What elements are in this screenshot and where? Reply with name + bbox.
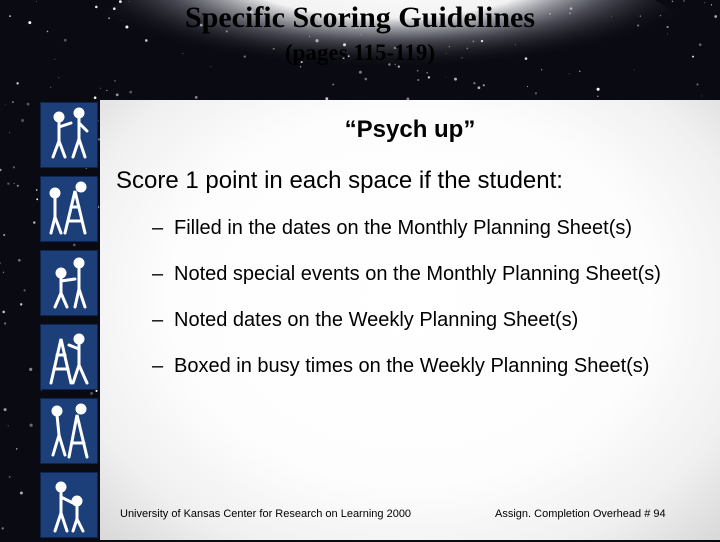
- people-climbing-icon: [40, 472, 98, 538]
- bullet-dash: –: [152, 217, 164, 239]
- people-climbing-icon: [40, 250, 98, 316]
- people-climbing-icon: [40, 102, 98, 168]
- star-dot: [2, 311, 5, 314]
- list-item-text: Noted special events on the Monthly Planning Sheet(s): [174, 263, 661, 285]
- star-dot: [20, 492, 23, 495]
- star-dot: [9, 132, 10, 133]
- decorative-icon-strip: [36, 100, 100, 540]
- list-item: [152, 307, 692, 333]
- star-dot: [18, 259, 21, 262]
- star-dot: [20, 303, 22, 305]
- star-dot: [16, 448, 17, 449]
- star-dot: [27, 103, 30, 106]
- star-dot: [14, 183, 15, 184]
- star-dot: [7, 182, 9, 184]
- star-dot: [4, 322, 6, 324]
- star-dot: [3, 234, 5, 236]
- bullet-dash: –: [152, 355, 164, 377]
- list-item-text: Boxed in busy times on the Weekly Planning Sheet(s): [174, 355, 650, 377]
- title-area: [0, 0, 720, 90]
- star-dot: [4, 408, 7, 411]
- bullet-dash: –: [152, 309, 164, 331]
- star-dot: [29, 368, 32, 371]
- star-dot: [701, 96, 702, 97]
- list-item-text: Noted dates on the Weekly Planning Sheet(s): [174, 309, 579, 331]
- star-dot: [13, 166, 15, 168]
- people-climbing-icon: [40, 324, 98, 390]
- people-climbing-icon: [40, 398, 98, 464]
- slide-subtitle: (pages 115-119): [284, 40, 436, 65]
- bullet-list: [152, 215, 692, 399]
- list-item-text: Filled in the dates on the Monthly Planning Sheet(s): [174, 217, 633, 239]
- star-dot: [94, 96, 97, 99]
- bullet-dash: –: [152, 263, 164, 285]
- star-dot: [8, 425, 9, 426]
- star-dot: [9, 476, 11, 478]
- lead-text: Score 1 point in each space if the student:: [116, 167, 563, 194]
- list-item: [152, 353, 692, 379]
- star-dot: [12, 101, 14, 103]
- star-dot: [5, 104, 6, 105]
- star-dot: [116, 93, 119, 96]
- people-climbing-icon: [40, 176, 98, 242]
- footer-overhead-number: Assign. Completion Overhead # 94: [495, 508, 666, 520]
- star-dot: [21, 119, 24, 122]
- star-dot: [24, 289, 26, 291]
- star-dot: [30, 424, 33, 427]
- slide-title: Specific Scoring Guidelines: [184, 1, 535, 34]
- list-item: [152, 215, 692, 241]
- slide-heading: “Psych up”: [344, 116, 476, 143]
- star-dot: [2, 527, 4, 529]
- star-dot: [17, 185, 19, 187]
- star-dot: [129, 91, 132, 94]
- footer-credit: University of Kansas Center for Research on Learning 2000: [120, 508, 412, 520]
- star-dot: [3, 272, 4, 273]
- list-item: [152, 261, 692, 287]
